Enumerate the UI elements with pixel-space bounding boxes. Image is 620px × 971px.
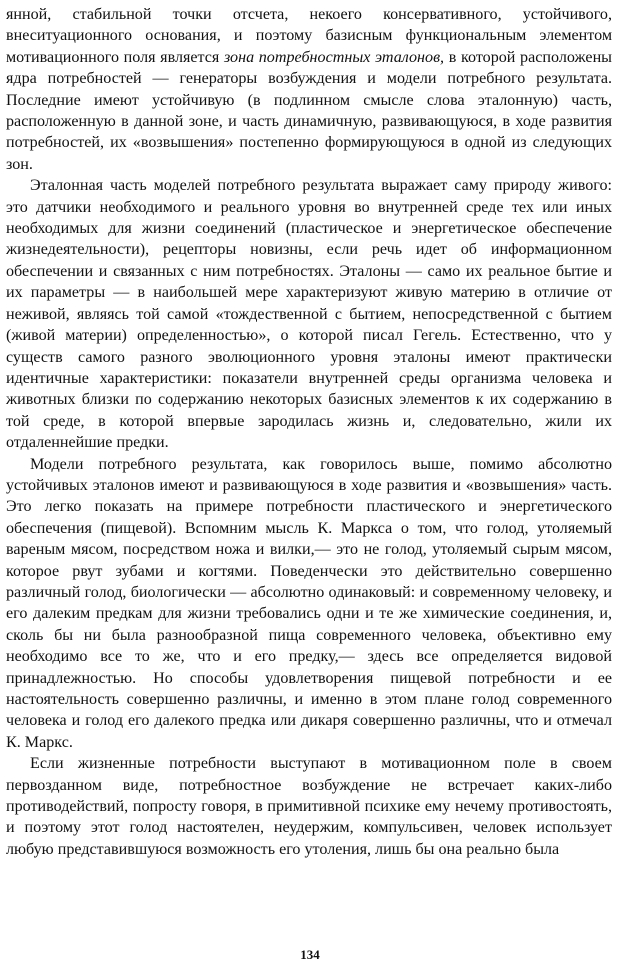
paragraph-text: Эталонная часть моделей потребного результата выражает саму природу живого: это датчики необходимого и реального уровня во внутренней среде тех или иных необходимых для жизни соединений (пластическое и энергетическое обеспечение жизнедеятельности), рецепторы новизны, если речь идет об информационном обеспечении и связанных с ним потребностях. Эталоны — само их реальное бытие и их параметры — в наибольшей мере характеризуют живую материю в отличие от неживой, являясь той самой «тождественной с бытием, непосредственной с бытием (живой материи) определенностью», о которой писал Гегель. Естественно, что у существ самого разного эволюционного уровня эталоны имеют практически идентичные характеристики: показатели внутренней среды организма человека и животных близки по содержанию некоторых базисных элементов к их содержанию в той среде, в которой впервые зародилась жизнь и, следовательно, жили их отдаленнейшие предки. — [6, 177, 612, 452]
paragraph — [6, 753, 612, 860]
page-number: 134 — [300, 947, 320, 962]
emphasized-term: зона потребностных эталонов, — [223, 48, 445, 66]
paragraph-text: Модели потребного результата, как говорилось выше, помимо абсолютно устойчивых эталонов имеют и развивающуюся в ходе развития и «возвышения» часть. Это легко показать на примере потребности пластического и энергетического обеспечения (пищевой). Вспомним мысль К. Маркса о том, что голод, утоляемый вареным мясом, посредством ножа и вилки,— это не голод, утоляемый сырым мясом, которое рвут зубами и когтями. Поведенчески это действительно совершенно различный голод, биологически — абсолютно одинаковый: и современному человеку, и его далеким предкам для жизни требовались одни и те же химические соединения, и, сколь бы ни была разнообразной пища современного человека, объективно ему необходимо все то же, что и его предку,— здесь все определяется видовой принадлежностью. Но способы удовлетворения пищевой потребности и ее настоятельность совершенно различны, и именно в этом плане голод современного человека и голод его далекого предка или дикаря совершенно различны, что и отмечал К. Маркс. — [6, 455, 612, 751]
paragraph — [6, 454, 612, 754]
paragraph — [6, 4, 612, 175]
paragraph-text: янной, стабильной точки отсчета, некоего консервативного, устойчивого, внеситуационного основания, и поэтому базисным функциональным элементом мотивационного поля является — [6, 6, 612, 66]
paragraph-text: Если жизненные потребности выступают в мотивационном поле в своем первозданном виде, потребностное возбуждение не встречает каких-либо противодействий, попросту говоря, в примитивной психике ему нечему противостоять, и поэтому этот голод настоятелен, неудержим, компульсивен, человек использует любую представившуюся возможность его утоления, лишь бы она реально была — [6, 755, 612, 858]
page-body-text — [6, 4, 612, 860]
paragraph-text: в которой расположены ядра потребностей — генераторы возбуждения и модели потребного результата. Последние имеют устойчивую (в подлинном смысле слова эталонную) часть, расположенную в данной зоне, и часть динамичную, развивающуюся, в ходе развития потребностей, их «возвышения» постепенно формирующуюся в одной из следующих зон. — [6, 48, 612, 173]
paragraph — [6, 175, 612, 453]
